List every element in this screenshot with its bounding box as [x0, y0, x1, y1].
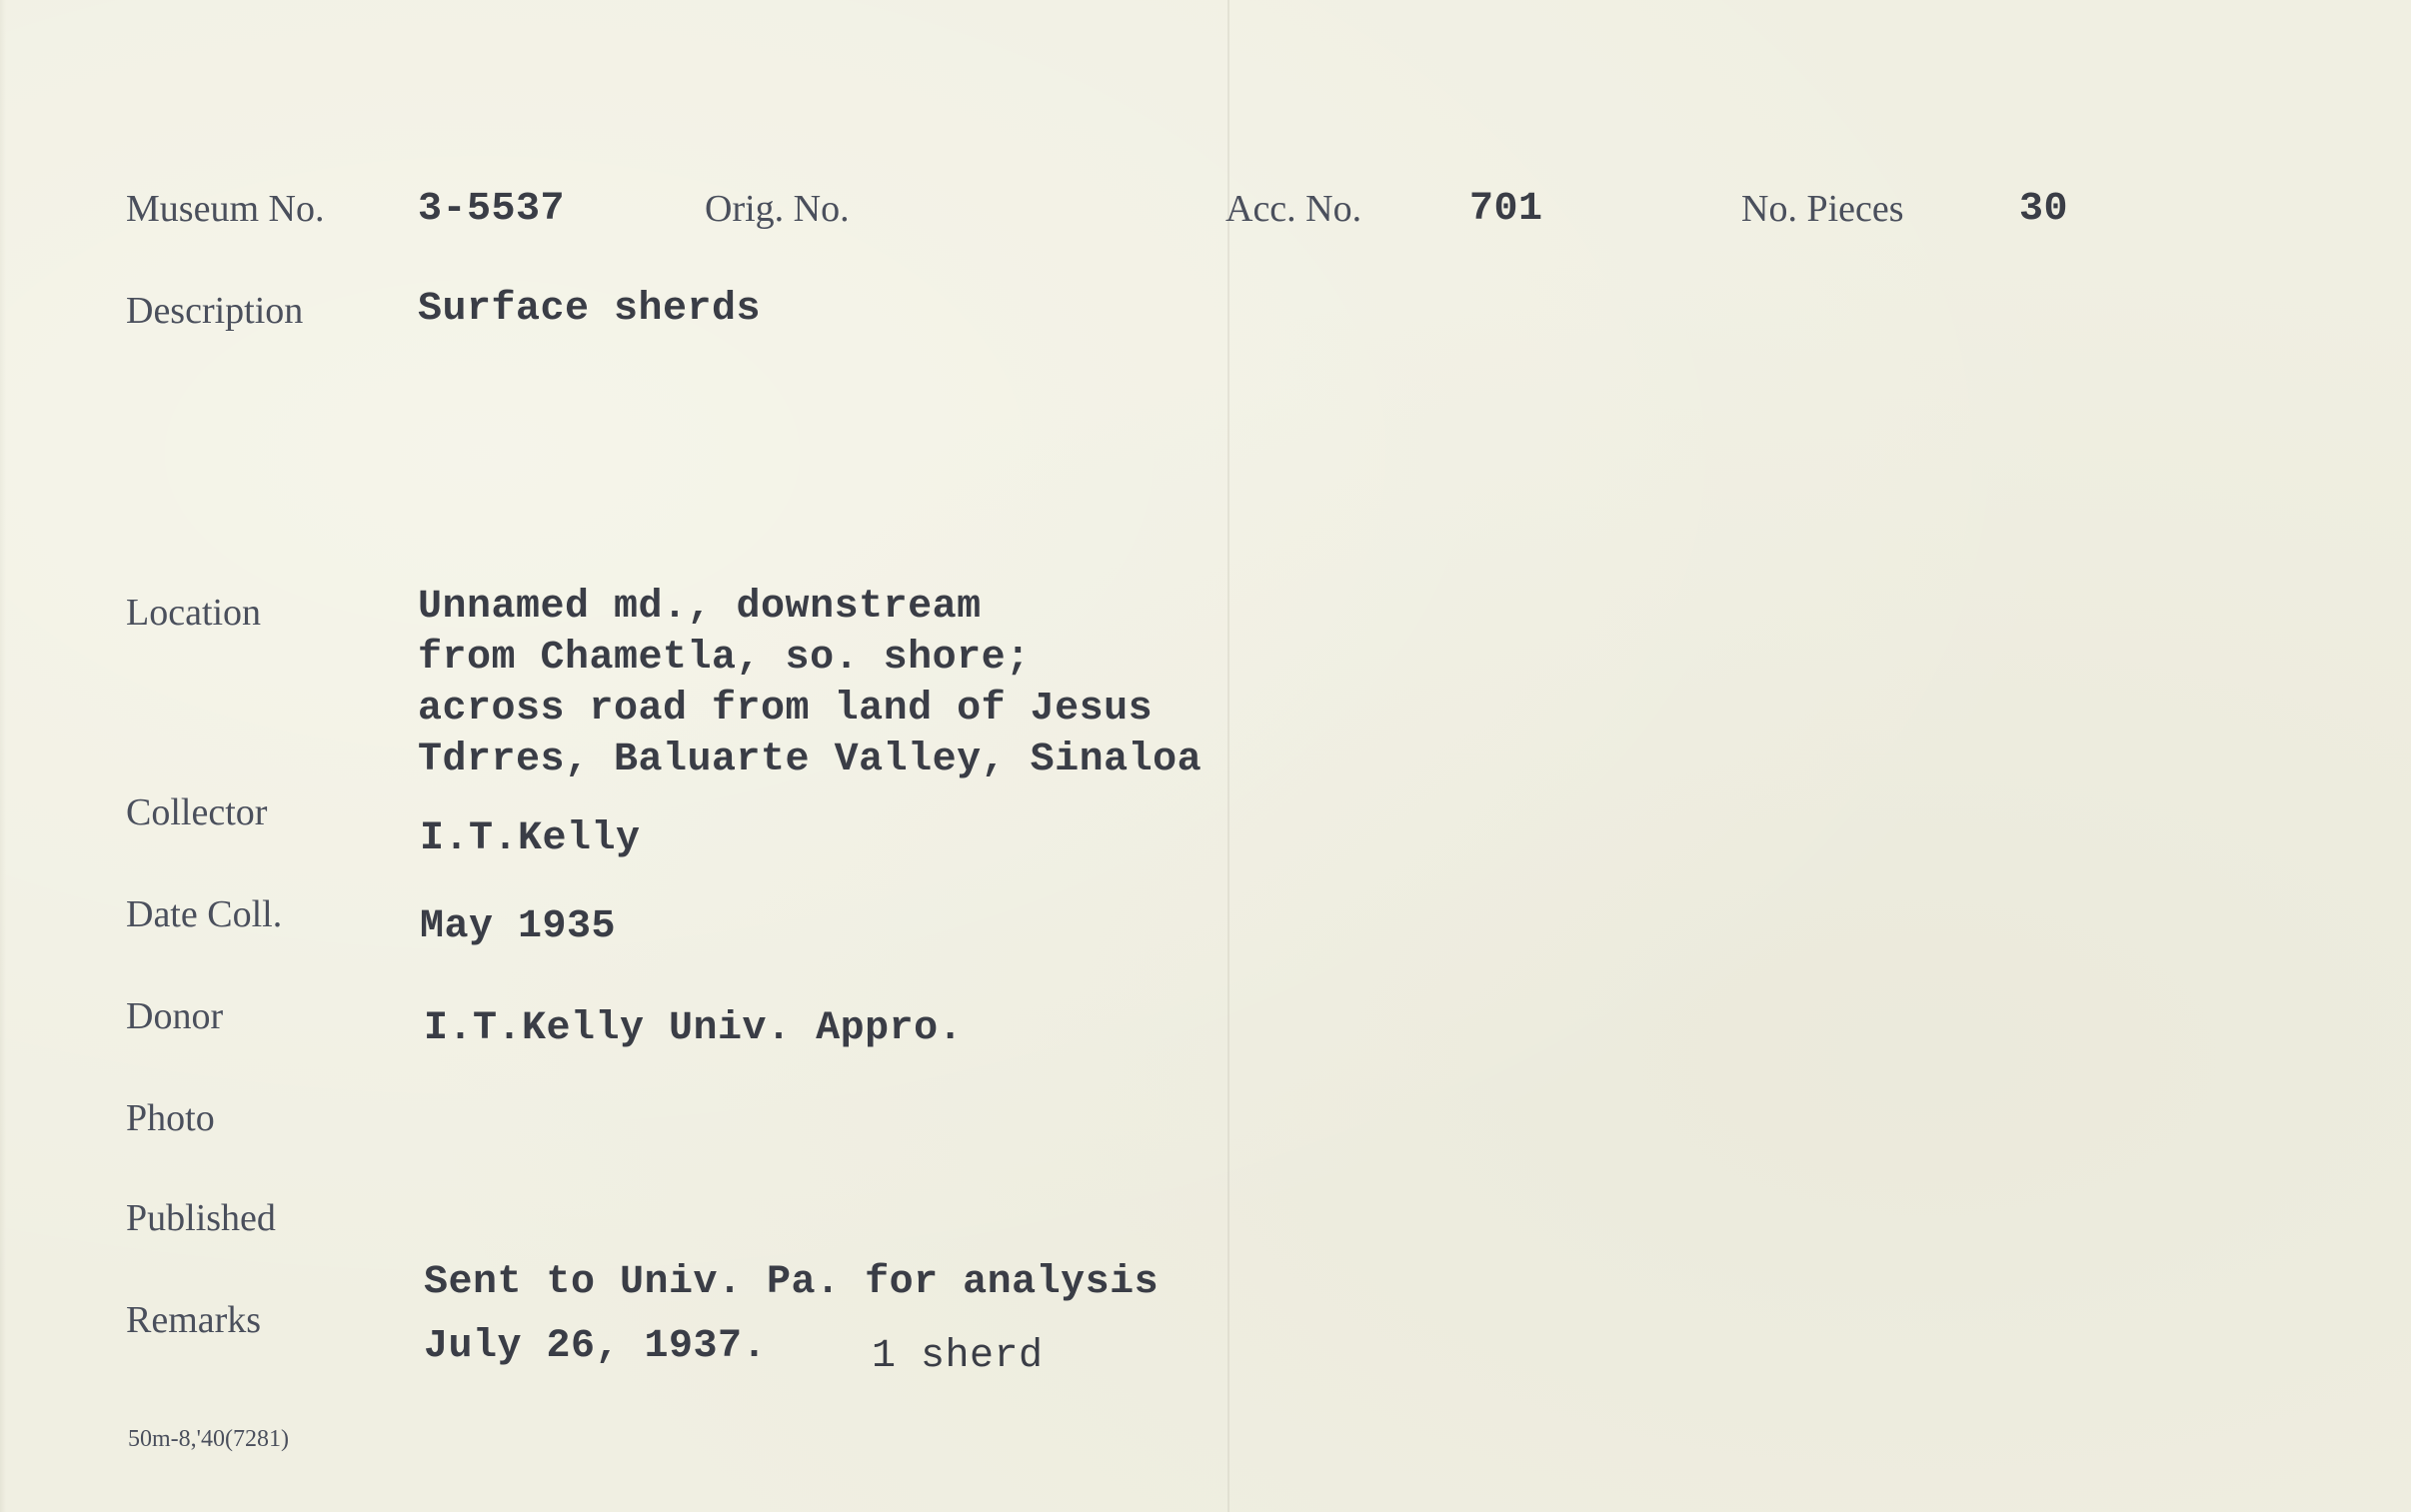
acc-no-label: Acc. No. [1225, 188, 1362, 230]
location-line: Tdrres, Baluarte Valley, Sinaloa [418, 738, 1203, 782]
museum-no-value: 3-5537 [418, 187, 566, 232]
museum-no-label: Museum No. [126, 188, 325, 230]
no-pieces-value: 30 [2019, 187, 2069, 232]
date-coll-value: May 1935 [420, 904, 617, 949]
orig-no-label: Orig. No. [705, 188, 850, 230]
location-line: across road from land of Jesus [418, 687, 1154, 732]
location-line: from Chametla, so. shore; [418, 636, 1031, 681]
remarks-line-2: July 26, 1937. [424, 1324, 768, 1369]
collector-label: Collector [126, 791, 268, 833]
card-print-code: 50m-8,'40(7281) [128, 1426, 289, 1452]
remarks-label: Remarks [126, 1299, 262, 1341]
date-coll-label: Date Coll. [126, 893, 283, 935]
published-label: Published [126, 1197, 276, 1239]
donor-value: I.T.Kelly Univ. Appro. [424, 1006, 964, 1051]
collector-value: I.T.Kelly [420, 816, 641, 861]
acc-no-value: 701 [1469, 187, 1543, 232]
description-value: Surface sherds [418, 287, 762, 332]
remarks-sherd-count: 1 sherd [872, 1334, 1044, 1379]
description-label: Description [126, 290, 304, 332]
donor-label: Donor [126, 995, 224, 1037]
no-pieces-label: No. Pieces [1741, 188, 1904, 230]
location-value [418, 585, 1237, 787]
location-label: Location [126, 592, 262, 634]
location-line: Unnamed md., downstream [418, 585, 982, 630]
photo-label: Photo [126, 1097, 215, 1139]
remarks-line-1: Sent to Univ. Pa. for analysis [424, 1260, 1160, 1305]
